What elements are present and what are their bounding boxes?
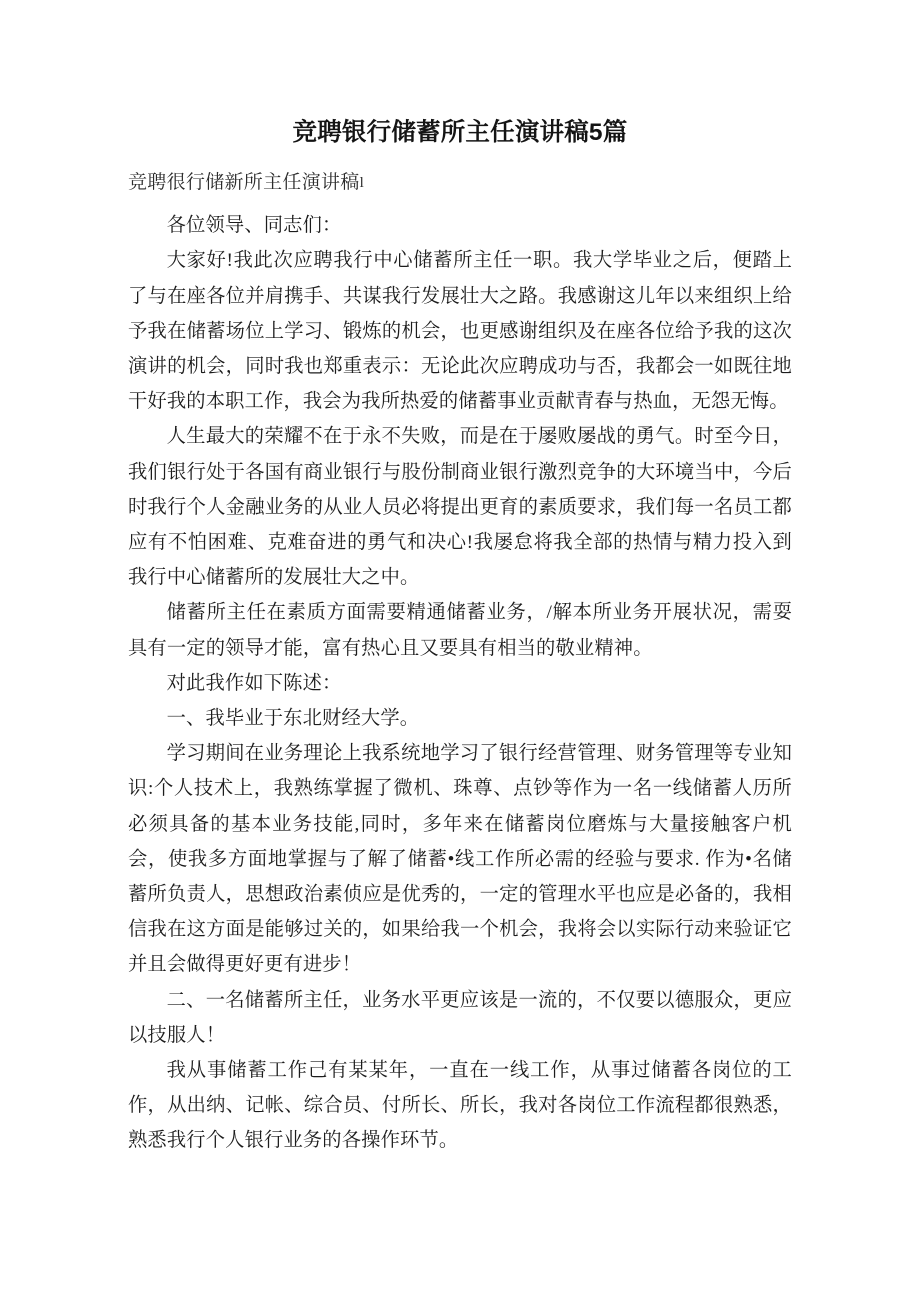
document-subtitle-text: 竞聘很行储新所主任演讲稿 (128, 172, 360, 194)
paragraph-point-one-detail: 学习期间在业务理论上我系统地学习了银行经营管理、财务管理等专业知识:个人技术上，我熟练掌握了微机、珠尊、点钞等作为一名一线储蓄人历所必须具备的基本业务技能,同时，多年来在储蓄岗位磨炼与大量接触客户机会，使我多方面地掌握与了解了储蓄•线工作所必需的经验与要求. 作为•名储蓄所负责人，思想政治素侦应是优秀的，一定的管理水平也应是必备的，我相信我在这方面是能够过关的，如果给我一个机会，我将会以实际行动来验证它并且会做得更好更有进步！ (128, 743, 792, 976)
document-content (128, 0, 792, 1159)
paragraph-qualities: 储蓄所主任在素质方面需要精通储蓄业务，/解本所业务开展状况，需耍具有一定的领导才能，富有热心且又要具有相当的敬业精神。 (128, 602, 792, 659)
page-title: 竞聘银行储蓄所主任演讲稿5篇 (292, 119, 628, 146)
document-subtitle-mark: l (359, 175, 365, 192)
document-subtitle (128, 147, 792, 195)
paragraph-point-one: 一、我毕业于东北财经大学。 (166, 707, 420, 729)
paragraph-point-two: 二、一名储蓄所主任，业务水平更应该是一流的，不仅要以德服众，更应以技服人！ (128, 989, 792, 1046)
document-body (128, 195, 792, 1158)
paragraph-statement-lead: 对此我作如下陈述： (166, 672, 342, 694)
paragraph-intro: 大家好!我此次应聘我行中心储蓄所主任一职。我大学毕业之后，便踏上了与在座各位并肩携手、共谋我行发展壮大之路。我感谢这儿年以来组织上给予我在储蓄场位上学习、锻炼的机会，也更感谢组织及在座各位给予我的这次演讲的机会，同时我也郑重表示：无论此次应聘成功与否，我都会一如既往地干好我的本职工作，我会为我所热爱的储蓄事业贡献青春与热血，无怨无悔。 (128, 250, 792, 413)
paragraph-point-two-detail: 我从事储蓄工作己有某某年，一直在一线工作，从事过储蓄各岗位的工作，从出纳、记帐、综合员、付所长、所长，我对各岗位工作流程都很熟悉，熟悉我行个人银行业务的各操作环节。 (128, 1060, 792, 1152)
paragraph-salutation: 各位领导、同志们： (166, 215, 342, 237)
paragraph-motivation: 人生最大的荣耀不在于永不失败，而是在于屡败屡战的勇气。时至今日，我们银行处于各国有商业银行与股份制商业银行激烈竞争的大环境当中，今后时我行个人金融业务的从业人员必将提出更育的素质要求，我们每一名员工都应有不怕困难、克难奋进的勇气和决心!我屡怠将我全部的热情与精力投入到我行中心储蓄所的发展壮大之中。 (128, 426, 792, 589)
